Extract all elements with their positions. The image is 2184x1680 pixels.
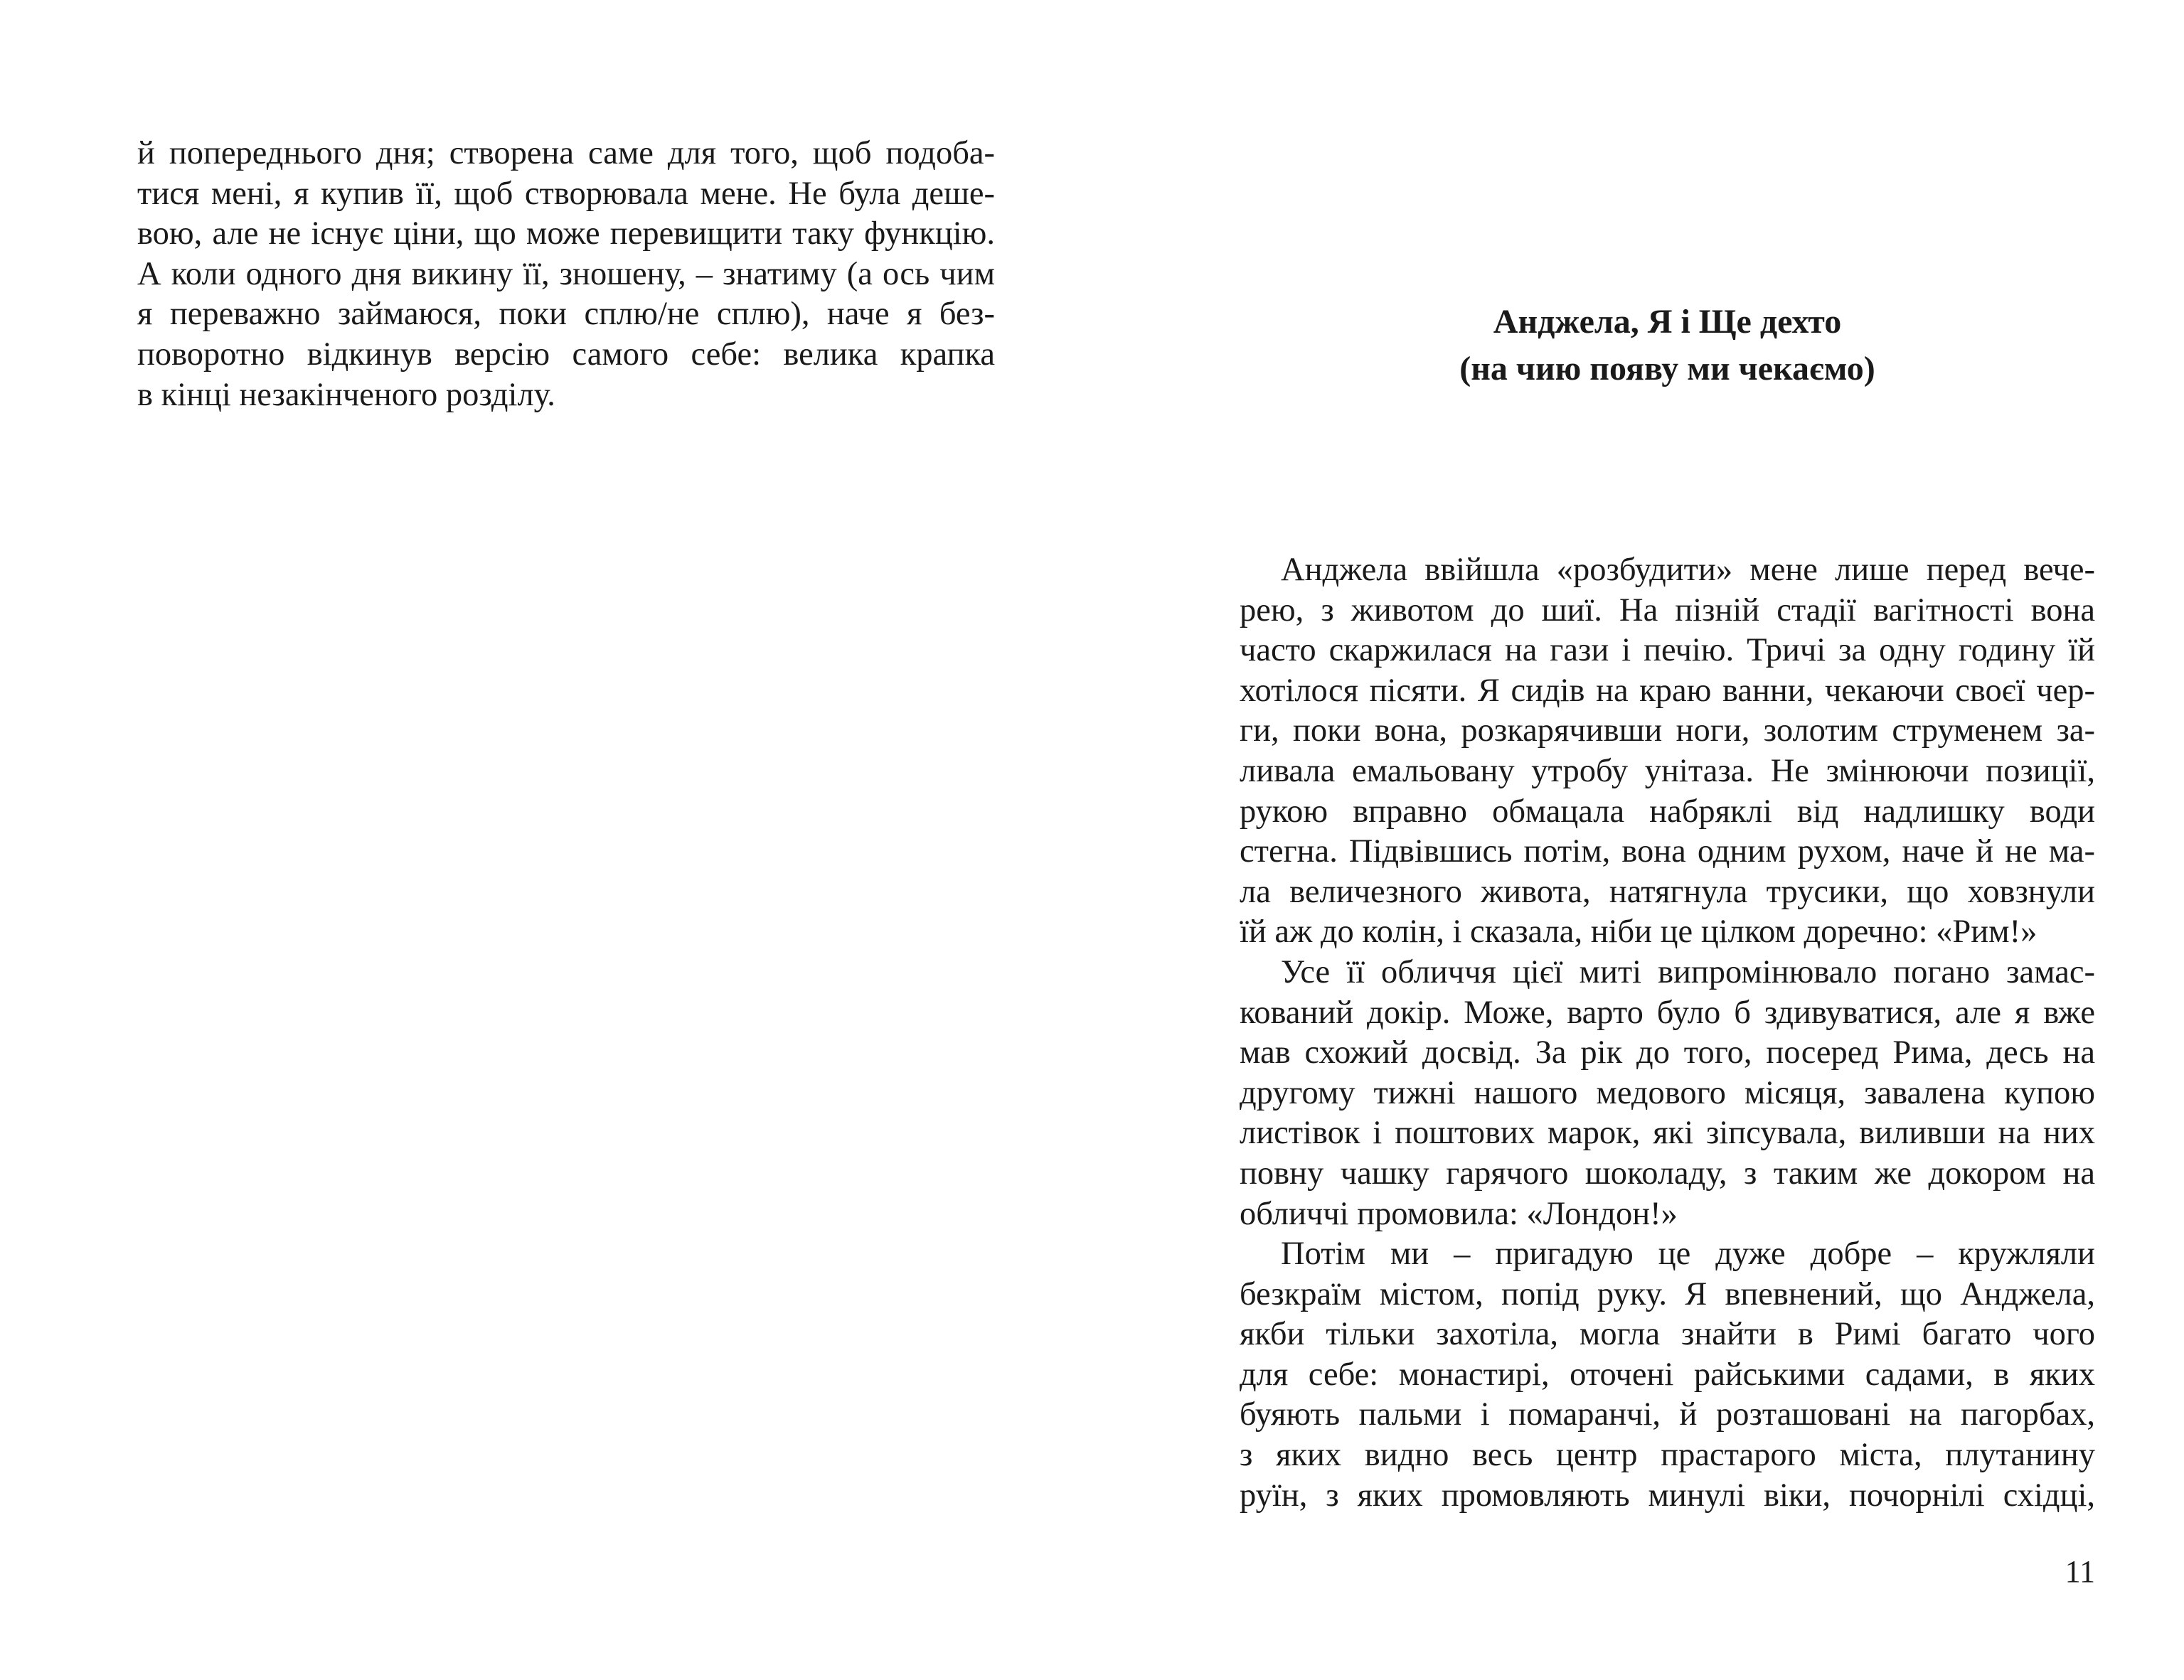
text-line: ги, поки вона, розкарячивши ноги, золотим струменем за- — [1240, 712, 2095, 749]
text-line: для себе: монастирі, оточені райськими садами, в яких — [1240, 1356, 2095, 1393]
text-line: з яких видно весь центр прастарого міста, плутанину — [1240, 1437, 2095, 1474]
text-line: Потім ми – пригадую це дуже добре – кружляли — [1281, 1236, 2095, 1273]
text-line: якби тільки захотіла, могла знайти в Римі багато чого — [1240, 1316, 2095, 1353]
text-line: поворотно відкинув версію самого себе: велика крапка — [137, 336, 995, 373]
right-page-text — [1240, 550, 2095, 1516]
right-page — [1092, 0, 2184, 1680]
chapter-subtitle-line: (на чию появу ми чекаємо) — [1459, 350, 1875, 387]
chapter-title — [1240, 299, 2095, 392]
text-line: повну чашку гарячого шоколаду, з таким же докором на — [1240, 1155, 2095, 1192]
text-line: безкраїм містом, попід руку. Я впевнений, що Анджела, — [1240, 1275, 2095, 1312]
text-line: тися мені, я купив її, щоб створювала мене. Не була деше- — [137, 175, 995, 212]
text-line: я переважно займаюся, поки сплю/не сплю), наче я без- — [137, 296, 995, 333]
text-line: кований докір. Може, варто було б здивуватися, але я вже — [1240, 994, 2095, 1031]
text-line: обличчі промовила: «Лондон!» — [1240, 1195, 1678, 1232]
page-number: 11 — [2065, 1554, 2095, 1589]
text-line: мав схожий досвід. За рік до того, посеред Рима, десь на — [1240, 1034, 2095, 1071]
text-line: листівок і поштових марок, які зіпсувала, виливши на них — [1240, 1115, 2095, 1152]
text-line: рукою вправно обмацала набряклі від надлишку води — [1240, 793, 2095, 830]
text-line: в кінці незакінченого розділу. — [137, 376, 555, 413]
text-line: часто скаржилася на гази і печію. Тричі за одну годину їй — [1240, 632, 2095, 669]
text-line: Анджела ввійшла «розбудити» мене лише перед вече- — [1281, 552, 2095, 588]
text-line: А коли одного дня викину її, зношену, – знатиму (а ось чим — [137, 255, 995, 292]
text-line: стегна. Підвівшись потім, вона одним рухом, наче й не ма- — [1240, 833, 2095, 870]
text-line: й попереднього дня; створена саме для того, щоб подоба- — [137, 135, 995, 171]
text-line: їй аж до колін, і сказала, ніби це цілком доречно: «Рим!» — [1240, 914, 2037, 951]
text-line: ла величезного живота, натягнула трусики, що ховзнули — [1240, 873, 2095, 910]
left-page-text — [137, 134, 995, 415]
text-line: другому тижні нашого медового місяця, завалена купою — [1240, 1074, 2095, 1111]
text-line: вою, але не існує ціни, що може перевищити таку функцію. — [137, 215, 995, 252]
text-line: ливала емальовану утробу унітаза. Не змінюючи позиції, — [1240, 752, 2095, 789]
chapter-title-line: Анджела, Я і Ще дехто — [1493, 303, 1842, 341]
text-line: буяють пальми і помаранчі, й розташовані на пагорбах, — [1240, 1396, 2095, 1433]
text-line: руїн, з яких промовляють минулі віки, почорнілі східці, — [1240, 1477, 2095, 1514]
text-line: рею, з животом до шиї. На пізній стадії вагітності вона — [1240, 592, 2095, 628]
text-line: хотілося пісяти. Я сидів на краю ванни, чекаючи своєї чер- — [1240, 672, 2095, 709]
text-line: Усе її обличчя цієї миті випромінювало погано замас- — [1281, 953, 2095, 990]
